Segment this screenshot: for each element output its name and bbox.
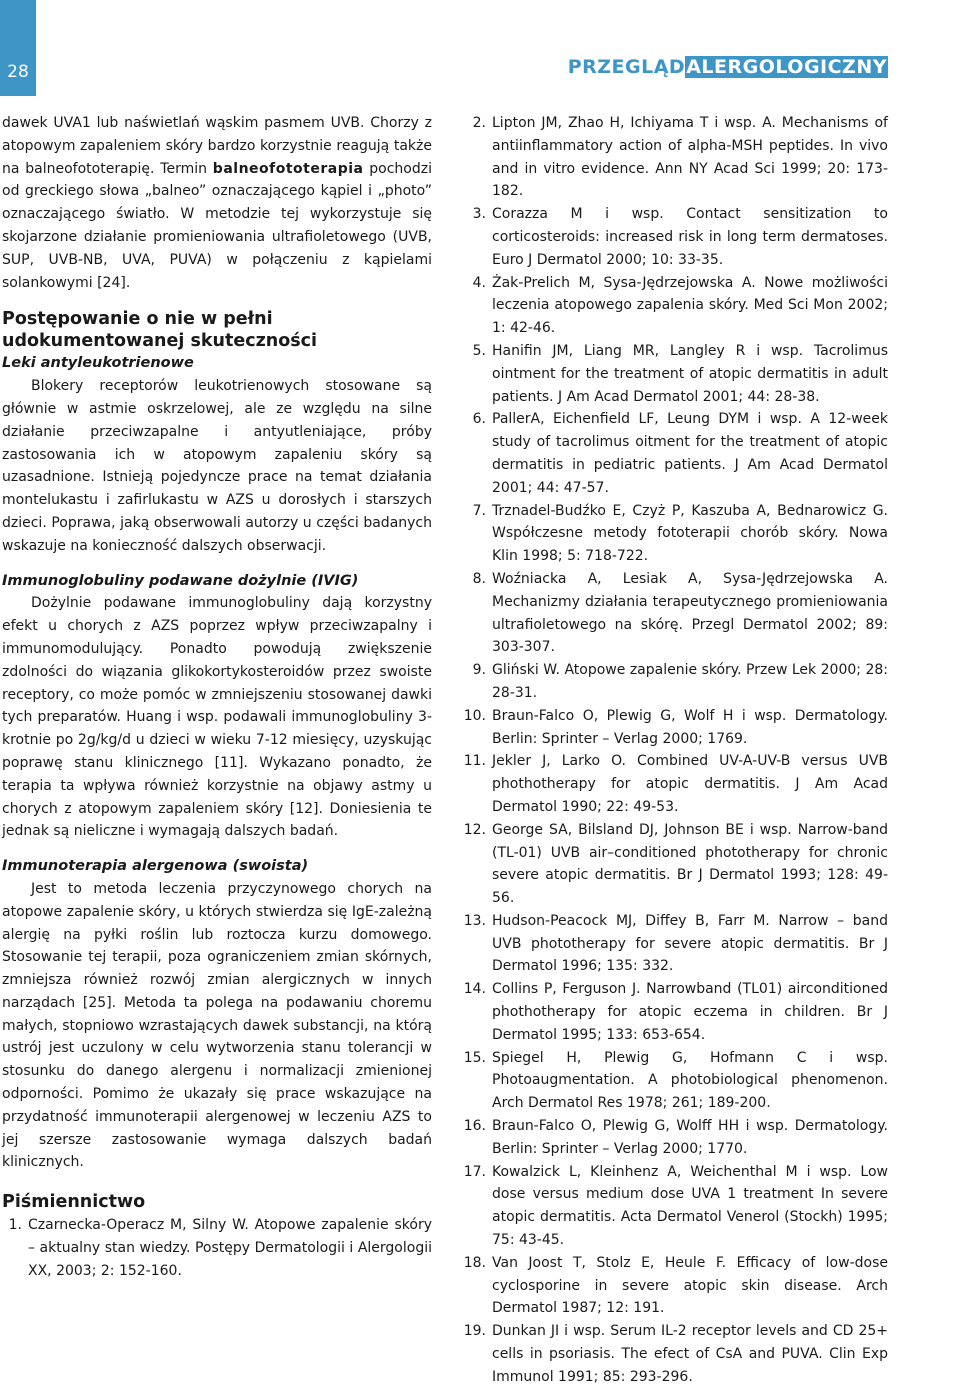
reference-item: 13. Hudson-Peacock MJ, Diffey B, Farr M. Narrow – band UVB phototherapy for severe atopic dermatitis. Br J Dermatol 1996; 135: 332. (463, 912, 888, 975)
reference-item: 8. Woźniacka A, Lesiak A, Sysa-Jędrzejowska A. Mechanizmy działania terapeutycznego promieniowania ultrafioletowego na skórę. Przegl Dermatol 2002; 89: 303-307. (472, 570, 888, 656)
page-number: 28 (7, 62, 29, 82)
term-balneofototerapia: balneofototerapia (212, 160, 364, 177)
subheading-ivig: Immunoglobuliny podawane dożylnie (IVIG) (2, 572, 359, 589)
journal-title (568, 56, 888, 78)
right-column (462, 112, 888, 1389)
reference-item: 10. Braun-Falco O, Plewig G, Wolf H i wsp. Dermatology. Berlin: Sprinter – Verlag 2000; 1769. (463, 707, 888, 747)
subheading-immunotherapy: Immunoterapia alergenowa (swoista) (2, 858, 309, 875)
references-list-right (462, 112, 888, 1389)
reference-item: 1. Czarnecka-Operacz M, Silny W. Atopowe zapalenie skóry – aktualny stan wiedzy. Postępy Dermatologii i Alergologii XX, 2003; 2: 152-160. (8, 1217, 432, 1279)
journal-title-part1: PRZEGLĄD (567, 56, 686, 78)
reference-item: 15. Spiegel H, Plewig G, Hofmann C i wsp. Photoaugmentation. A photobiological phenomenon. Arch Dermatol Res 1978; 261; 189-200. (463, 1049, 888, 1112)
reference-item: 6. PallerA, Eichenfield LF, Leung DYM i wsp. A 12-week study of tacrolimus oitment for the treatment of atopic dermatitis in pediatric patients. J Am Acad Dermatol 2001; 44: 47-57. (472, 411, 888, 496)
paragraph-ivig: Dożylnie podawane immunoglobuliny dają korzystny efekt u chorych z AZS poprzez wpływ przeciwzapalny i immunomodulujący. Ponadto powodują zwiększenie zdolności do wiązania glikokortykosteroidów przez swoiste receptory, co może pomóc w zmniejszeniu stosowanej dawki tych preparatów. Huang i wsp. podawali immunoglobuliny 3-krotnie po 2g/kg/d u dzieci w wieku 7-12 miesięcy, uzyskując poprawę stanu klinicznego [11]. Wykazano ponadto, że terapia ta wpływa również korzystnie na objawy astmy u chorych z atopowym zapaleniem skóry [12]. Doniesienia te jednak są nieliczne i wymagają dalszych badań. (2, 595, 432, 840)
reference-item: 18. Van Joost T, Stolz E, Heule F. Efficacy of low-dose cyclosporine in severe atopic skin disease. Arch Dermatol 1987; 12: 191. (463, 1254, 888, 1317)
references-list-left (2, 1214, 432, 1282)
subheading-antileukotriene: Leki antyleukotrienowe (2, 355, 194, 372)
reference-item: 19. Dunkan JI i wsp. Serum IL-2 receptor levels and CD 25+ cells in psoriasis. The efect of CsA and PUVA. Clin Exp Immunol 1991; 85: 293-296. (463, 1323, 888, 1385)
paragraph-immunotherapy: Jest to metoda leczenia przyczynowego chorych na atopowe zapalenie skóry, u których stwierdza się IgE-zależną alergię na pyłki roślin lub roztocza kurzu domowego. Stosowanie tej terapii, poza ograniczeniem zmian skórnych, zmniejsza również rozwój zmian alergicznych w innych narządach [25]. Metoda ta polega na podawaniu choremu małych, stopniowo wzrastających dawek substancji, na którą ustrój jest uczulony w celu wytworzenia stanu tolerancji w stosunku do danego alergenu i normalizacji zmienionej odporności. Pomimo że ukazały się prace wskazujące na przydatność immunoterapii alergenowej w leczeniu AZS to jej szersze zastosowanie wymaga dalszych badań klinicznych. (2, 880, 432, 1171)
section-heading: Postępowanie o nie w pełni udokumentowanej skuteczności (2, 309, 318, 352)
reference-item: 14. Collins P, Ferguson J. Narrowband (TL01) airconditioned phothotherapy for atopic eczema in children. Br J Dermatol 1995; 133: 653-654. (463, 981, 888, 1043)
paragraph-antileukotriene: Blokery receptorów leukotrienowych stosowane są głównie w astmie oskrzelowej, ale ze względu na silne działanie przeciwzapalne i antyutleniające, próby zastosowania ich w atopowym zapaleniu skóry są uzasadnione. Istnieją pojedyncze prace na temat działania montelukastu i zafirlukastu w AZS u dorosłych i starszych dzieci. Poprawa, jaką obserwowali autorzy u części badanych wskazuje na konieczność dalszych obserwacji. (2, 378, 432, 554)
reference-item: 16. Braun-Falco O, Plewig G, Wolff HH i wsp. Dermatology. Berlin: Sprinter – Verlag 2000; 1770. (463, 1118, 888, 1157)
journal-title-part2: ALERGOLOGICZNY (686, 56, 887, 78)
references-heading: Piśmiennictwo (2, 1192, 146, 1213)
reference-item: 11. Jekler J, Larko O. Combined UV-A-UV-B versus UVB phothotherapy for atopic dermatitis. J Am Acad Dermatol 1990; 22: 49-53. (463, 753, 888, 815)
reference-item: 4. Żak-Prelich M, Sysa-Jędrzejowska A. Nowe możliwości leczenia atopowego zapalenia skóry. Med Sci Mon 2002; 1: 42-46. (472, 274, 888, 337)
reference-item: 12. George SA, Bilsland DJ, Johnson BE i wsp. Narrow-band (TL-01) UVB air–conditioned phototherapy for chronic severe atopic dermatitis. Br J Dermatol 1993; 128: 49-56. (463, 821, 888, 907)
reference-item: 9. Gliński W. Atopowe zapalenie skóry. Przew Lek 2000; 28: 28-31. (472, 662, 888, 701)
page-number-tab (0, 0, 36, 96)
reference-item: 3. Corazza M i wsp. Contact sensitization to corticosteroids: increased risk in long term dermatoses. Euro J Dermatol 2000; 10: 33-35. (472, 206, 888, 268)
reference-item: 7. Trznadel-Budźko E, Czyż P, Kaszuba A, Bednarowicz G. Współczesne metody fototerapii chorób skóry. Nowa Klin 1998; 5: 718-722. (472, 502, 888, 565)
left-column (2, 112, 432, 1283)
reference-item: 2. Lipton JM, Zhao H, Ichiyama T i wsp. A. Mechanisms of antiinflammatory action of alpha-MSH peptides. In vivo and in vitro evidence. Ann NY Acad Sci 1999; 20: 173-182. (472, 115, 888, 200)
reference-item: 5. Hanifin JM, Liang MR, Langley R i wsp. Tacrolimus ointment for the treatment of atopic dermatitis in adult patients. J Am Acad Dermatol 2001; 44: 28-38. (472, 342, 888, 405)
intro-paragraph: dawek UVA1 lub naświetlań wąskim pasmem UVB. Chorzy z atopowym zapaleniem skóry bardzo korzystnie reagują także na balneofototerapię. Termin balneofototerapia pochodzi od greckiego słowa „balneo” oznaczającego kąpiel i „photo” oznaczającego światło. W metodzie tej wykorzystuje się skojarzone działanie promieniowania ultrafioletowego (UVB, SUP, UVB-NB, UVA, PUVA) w połączeniu z kąpielami solankowymi [24]. (2, 115, 432, 291)
reference-item: 17. Kowalzick L, Kleinhenz A, Weichenthal M i wsp. Low dose versus medium dose UVA 1 treatment In severe atopic dermatitis. Acta Dermatol Venerol (Stockh) 1995; 75: 43-45. (463, 1163, 888, 1249)
